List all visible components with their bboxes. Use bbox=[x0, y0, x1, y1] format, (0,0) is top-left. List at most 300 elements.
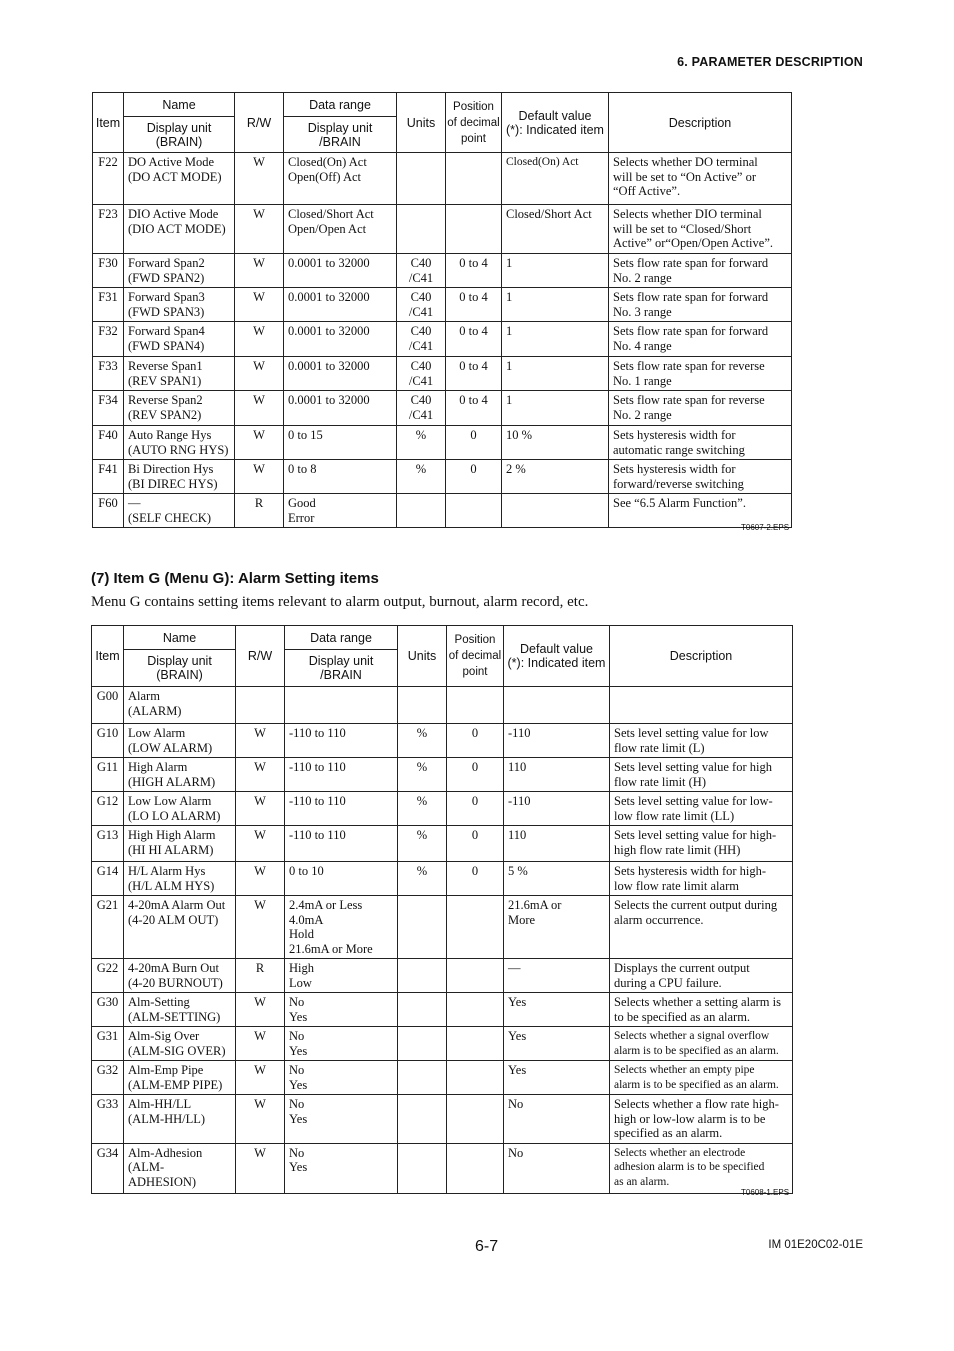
data-range-cell bbox=[285, 959, 398, 993]
rw-cell bbox=[235, 322, 284, 357]
col-name: Name bbox=[124, 93, 235, 117]
units-cell bbox=[397, 322, 446, 357]
description-cell-text: Sets flow rate span for reverse No. 2 range bbox=[613, 393, 765, 422]
units-cell-text bbox=[398, 959, 446, 963]
data-range-cell-text: No Yes bbox=[289, 1029, 308, 1058]
description-cell bbox=[609, 254, 792, 288]
name-cell bbox=[124, 1061, 236, 1095]
name-cell-text: Bi Direction Hys (BI DIREC HYS) bbox=[128, 462, 218, 491]
data-range-cell bbox=[285, 724, 398, 758]
decimal-position-cell bbox=[447, 862, 504, 896]
section-title: (7) Item G (Menu G): Alarm Setting items bbox=[91, 570, 379, 587]
units-cell bbox=[397, 357, 446, 391]
table-row bbox=[92, 724, 793, 758]
default-value-cell bbox=[502, 391, 609, 426]
name-cell bbox=[124, 391, 235, 426]
units-cell bbox=[398, 1027, 447, 1061]
rw-cell-text: W bbox=[254, 1063, 266, 1077]
name-cell-text: Alm-Adhesion (ALM-ADHESION) bbox=[128, 1145, 203, 1189]
rw-cell-text: W bbox=[253, 359, 265, 373]
units-cell-text: C40 /C41 bbox=[408, 359, 434, 388]
parameter-table-f bbox=[92, 92, 792, 528]
table-row bbox=[93, 391, 792, 426]
item-cell-text: G13 bbox=[96, 828, 119, 842]
description-cell bbox=[609, 391, 792, 426]
rw-cell bbox=[236, 687, 285, 724]
data-range-cell bbox=[284, 494, 397, 528]
data-range-cell bbox=[285, 1095, 398, 1144]
units-cell bbox=[397, 288, 446, 322]
item-cell bbox=[92, 862, 124, 896]
name-cell-text: Alm-Emp Pipe (ALM-EMP PIPE) bbox=[128, 1063, 223, 1092]
description-cell-text: Selects whether a setting alarm is to be specified as an alarm. bbox=[614, 995, 781, 1024]
name-cell-text: DIO Active Mode (DIO ACT MODE) bbox=[128, 207, 226, 236]
rw-cell bbox=[235, 426, 284, 460]
name-cell-text: Alarm (ALARM) bbox=[128, 689, 182, 718]
default-value-cell bbox=[504, 724, 610, 758]
decimal-position-cell-text bbox=[447, 993, 503, 997]
table-f-body bbox=[93, 153, 792, 528]
col-display-unit: Display unit (BRAIN) bbox=[124, 117, 235, 153]
item-cell bbox=[92, 1143, 124, 1193]
description-cell bbox=[610, 687, 793, 724]
description-cell-text: Selects whether a flow rate high- high or low-low alarm is to be specified as an alarm. bbox=[614, 1097, 779, 1140]
decimal-position-cell bbox=[447, 687, 504, 724]
item-cell bbox=[92, 758, 124, 792]
item-cell-text: F22 bbox=[98, 155, 118, 169]
name-cell bbox=[124, 357, 235, 391]
item-cell-text: G32 bbox=[96, 1063, 119, 1077]
description-cell bbox=[610, 959, 793, 993]
units-cell-text bbox=[397, 153, 445, 157]
name-cell bbox=[124, 687, 236, 724]
name-cell-text: DO Active Mode (DO ACT MODE) bbox=[128, 155, 222, 184]
data-range-cell bbox=[284, 426, 397, 460]
units-cell bbox=[398, 1143, 447, 1193]
item-cell-text: F41 bbox=[98, 462, 118, 476]
item-cell bbox=[93, 205, 124, 254]
units-cell-text bbox=[398, 1027, 446, 1031]
description-cell bbox=[609, 357, 792, 391]
name-cell bbox=[124, 862, 236, 896]
item-cell-text: G33 bbox=[96, 1097, 119, 1111]
decimal-position-cell-text: 0 bbox=[471, 726, 479, 740]
data-range-cell-text: 2.4mA or Less 4.0mA Hold 21.6mA or More bbox=[289, 898, 373, 956]
data-range-cell bbox=[284, 322, 397, 357]
units-cell-text: % bbox=[416, 864, 428, 878]
description-cell bbox=[610, 1061, 793, 1095]
units-cell-text bbox=[398, 1061, 446, 1065]
name-cell bbox=[124, 322, 235, 357]
table-row bbox=[93, 357, 792, 391]
rw-cell bbox=[235, 205, 284, 254]
units-cell-text: % bbox=[415, 428, 427, 442]
data-range-cell-text: 0.0001 to 32000 bbox=[288, 256, 370, 270]
decimal-position-cell-text: 0 to 4 bbox=[459, 324, 488, 338]
item-cell-text: G10 bbox=[96, 726, 119, 740]
item-cell bbox=[92, 687, 124, 724]
default-value-cell bbox=[504, 959, 610, 993]
description-cell-text: Sets hysteresis width for forward/reverse switching bbox=[613, 462, 744, 491]
decimal-position-cell bbox=[447, 758, 504, 792]
default-value-cell-text: Closed(On) Act bbox=[506, 156, 579, 168]
description-cell-text: See “6.5 Alarm Function”. bbox=[613, 496, 746, 510]
name-cell bbox=[124, 792, 236, 826]
default-value-cell bbox=[504, 993, 610, 1027]
table-row bbox=[92, 758, 793, 792]
data-range-cell-text: Closed(On) Act Open(Off) Act bbox=[288, 155, 367, 184]
rw-cell-text: W bbox=[254, 898, 266, 912]
item-cell bbox=[93, 322, 124, 357]
decimal-position-cell-text bbox=[447, 959, 503, 963]
decimal-position-cell-text bbox=[447, 1095, 503, 1099]
name-cell bbox=[124, 288, 235, 322]
default-value-cell-text bbox=[508, 687, 606, 691]
data-range-cell bbox=[285, 993, 398, 1027]
decimal-position-cell bbox=[447, 724, 504, 758]
decimal-position-cell-text bbox=[447, 896, 503, 900]
data-range-cell-text: 0.0001 to 32000 bbox=[288, 393, 370, 407]
table-row bbox=[92, 826, 793, 862]
table-row bbox=[93, 426, 792, 460]
data-range-cell bbox=[285, 1143, 398, 1193]
default-value-cell bbox=[502, 322, 609, 357]
rw-cell-text: W bbox=[254, 1145, 266, 1160]
name-cell-text: — (SELF CHECK) bbox=[128, 496, 211, 525]
units-cell-text bbox=[398, 993, 446, 997]
item-cell bbox=[93, 494, 124, 528]
units-cell-text bbox=[398, 1144, 446, 1148]
units-cell bbox=[398, 792, 447, 826]
description-cell bbox=[610, 896, 793, 959]
decimal-position-cell bbox=[447, 959, 504, 993]
decimal-position-cell bbox=[447, 1061, 504, 1095]
data-range-cell-text: High Low bbox=[289, 961, 314, 990]
decimal-position-cell-text: 0 bbox=[471, 794, 479, 808]
table-row bbox=[93, 322, 792, 357]
item-cell-text: G12 bbox=[96, 794, 119, 808]
units-cell bbox=[398, 724, 447, 758]
default-value-cell-text: 110 bbox=[508, 828, 527, 842]
item-cell-text: G30 bbox=[96, 995, 119, 1009]
data-range-cell-text: 0.0001 to 32000 bbox=[288, 324, 370, 338]
rw-cell bbox=[236, 724, 285, 758]
data-range-cell-text: -110 to 110 bbox=[289, 760, 346, 774]
units-cell bbox=[398, 862, 447, 896]
description-cell bbox=[609, 322, 792, 357]
item-cell-text: G31 bbox=[96, 1029, 119, 1043]
col-default-value: Default value (*): Indicated item bbox=[502, 93, 609, 153]
parameter-table-g bbox=[91, 625, 793, 1194]
units-cell-text bbox=[397, 494, 445, 498]
units-cell bbox=[398, 959, 447, 993]
default-value-cell-text: 21.6mA or More bbox=[508, 898, 562, 927]
data-range-cell-text: -110 to 110 bbox=[289, 726, 346, 740]
name-cell-text: 4-20mA Alarm Out (4-20 ALM OUT) bbox=[128, 898, 226, 927]
data-range-cell bbox=[285, 1061, 398, 1095]
table-row bbox=[93, 205, 792, 254]
rw-cell bbox=[235, 288, 284, 322]
units-cell bbox=[398, 826, 447, 862]
data-range-cell-text: 0 to 15 bbox=[288, 428, 323, 442]
table-row bbox=[92, 959, 793, 993]
name-cell-text: Forward Span3 (FWD SPAN3) bbox=[128, 290, 205, 319]
rw-cell bbox=[236, 792, 285, 826]
rw-cell-text: W bbox=[253, 155, 265, 169]
item-cell-text: F34 bbox=[98, 393, 118, 407]
rw-cell bbox=[236, 1061, 285, 1095]
table-row bbox=[92, 1095, 793, 1144]
description-cell bbox=[610, 758, 793, 792]
description-cell bbox=[609, 205, 792, 254]
units-cell-text bbox=[397, 205, 445, 209]
data-range-cell bbox=[284, 205, 397, 254]
col-description: Description bbox=[610, 626, 793, 687]
col-data-range: Data range bbox=[285, 626, 398, 650]
units-cell-text bbox=[398, 896, 446, 900]
col-data-range: Data range bbox=[284, 93, 397, 117]
item-cell-text: G14 bbox=[96, 864, 119, 878]
item-cell bbox=[92, 1061, 124, 1095]
rw-cell-text: W bbox=[254, 828, 266, 842]
default-value-cell bbox=[504, 792, 610, 826]
item-cell-text: G11 bbox=[96, 760, 119, 774]
name-cell bbox=[124, 1095, 236, 1144]
item-cell bbox=[93, 254, 124, 288]
name-cell bbox=[124, 959, 236, 993]
rw-cell-text: W bbox=[254, 864, 266, 878]
default-value-cell-text: 1 bbox=[506, 256, 513, 270]
description-cell bbox=[610, 792, 793, 826]
rw-cell-text: W bbox=[253, 324, 265, 338]
data-range-cell-text: No Yes bbox=[289, 1097, 308, 1126]
decimal-position-cell-text bbox=[446, 153, 501, 157]
decimal-position-cell bbox=[446, 391, 502, 426]
decimal-position-cell bbox=[447, 792, 504, 826]
default-value-cell-text bbox=[506, 494, 605, 498]
description-cell-text: Sets hysteresis width for automatic range switching bbox=[613, 428, 745, 457]
item-cell-text: F23 bbox=[98, 207, 118, 221]
data-range-cell bbox=[284, 254, 397, 288]
default-value-cell-text: 1 bbox=[506, 290, 513, 304]
item-cell bbox=[92, 792, 124, 826]
data-range-cell bbox=[285, 826, 398, 862]
data-range-cell bbox=[285, 758, 398, 792]
decimal-position-cell bbox=[446, 460, 502, 494]
decimal-position-cell-text: 0 bbox=[470, 428, 477, 442]
rw-cell bbox=[236, 959, 285, 993]
rw-cell bbox=[236, 1027, 285, 1061]
item-cell bbox=[92, 724, 124, 758]
rw-cell-text: R bbox=[254, 496, 264, 510]
default-value-cell bbox=[502, 254, 609, 288]
section-header: 6. PARAMETER DESCRIPTION bbox=[677, 55, 863, 69]
item-cell bbox=[93, 391, 124, 426]
default-value-cell bbox=[504, 826, 610, 862]
default-value-cell-text: — bbox=[508, 961, 521, 975]
decimal-position-cell bbox=[447, 826, 504, 862]
name-cell-text: Alm-HH/LL (ALM-HH/LL) bbox=[128, 1097, 206, 1126]
rw-cell bbox=[235, 460, 284, 494]
rw-cell bbox=[236, 826, 285, 862]
name-cell-text: High Alarm (HIGH ALARM) bbox=[128, 760, 216, 789]
decimal-position-cell-text: 0 to 4 bbox=[459, 290, 488, 304]
rw-cell bbox=[235, 254, 284, 288]
default-value-cell bbox=[504, 758, 610, 792]
description-cell-text: Sets flow rate span for forward No. 3 range bbox=[613, 290, 769, 319]
default-value-cell bbox=[502, 153, 609, 205]
data-range-cell bbox=[284, 288, 397, 322]
table-row bbox=[92, 1027, 793, 1061]
rw-cell-text: W bbox=[254, 1029, 266, 1043]
col-default-value: Default value (*): Indicated item bbox=[504, 626, 610, 687]
description-cell-text bbox=[614, 687, 789, 691]
default-value-cell-text: Yes bbox=[508, 1029, 527, 1043]
description-cell-text: Selects whether an electrode adhesion alarm is to be specified as an alarm. bbox=[614, 1146, 765, 1188]
rw-cell-text: W bbox=[253, 393, 265, 407]
item-cell bbox=[92, 993, 124, 1027]
data-range-cell-text: 0 to 10 bbox=[289, 864, 324, 878]
item-cell bbox=[92, 826, 124, 862]
col-name: Name bbox=[124, 626, 236, 650]
default-value-cell bbox=[504, 1027, 610, 1061]
name-cell bbox=[124, 426, 235, 460]
name-cell bbox=[124, 1027, 236, 1061]
table-row bbox=[92, 993, 793, 1027]
default-value-cell-text: 10 % bbox=[506, 428, 533, 442]
decimal-position-cell-text bbox=[447, 1027, 503, 1031]
item-cell bbox=[93, 426, 124, 460]
units-cell-text bbox=[398, 1095, 446, 1099]
document-id: IM 01E20C02-01E bbox=[768, 1239, 863, 1251]
data-range-cell-text: Closed/Short Act Open/Open Act bbox=[288, 207, 374, 236]
default-value-cell-text: 110 bbox=[508, 760, 527, 774]
rw-cell bbox=[235, 494, 284, 528]
description-cell-text: Sets hysteresis width for high- low flow rate limit alarm bbox=[614, 864, 767, 893]
description-cell-text: Selects whether an empty pipe alarm is to be specified as an alarm. bbox=[614, 1064, 779, 1091]
col-rw: R/W bbox=[235, 93, 284, 153]
data-range-cell-text bbox=[289, 687, 394, 691]
units-cell bbox=[398, 896, 447, 959]
table-row bbox=[92, 792, 793, 826]
item-cell-text: F30 bbox=[98, 256, 118, 270]
rw-cell-text: W bbox=[253, 207, 265, 221]
default-value-cell bbox=[504, 1095, 610, 1144]
description-cell-text: Displays the current output during a CPU failure. bbox=[614, 961, 750, 990]
units-cell-text: % bbox=[416, 760, 428, 774]
default-value-cell-text: No bbox=[508, 1145, 524, 1160]
description-cell bbox=[610, 1095, 793, 1144]
rw-cell-text: W bbox=[254, 995, 266, 1009]
item-cell bbox=[92, 1095, 124, 1144]
col-display-unit: Display unit (BRAIN) bbox=[124, 650, 236, 687]
rw-cell bbox=[236, 993, 285, 1027]
description-cell bbox=[610, 993, 793, 1027]
decimal-position-cell-text: 0 bbox=[471, 864, 479, 878]
default-value-cell-text: 2 % bbox=[506, 462, 526, 476]
table-row bbox=[93, 153, 792, 205]
decimal-position-cell bbox=[446, 288, 502, 322]
table-row bbox=[93, 288, 792, 322]
name-cell bbox=[124, 826, 236, 862]
col-item: Item bbox=[92, 626, 124, 687]
section-intro: Menu G contains setting items relevant to alarm output, burnout, alarm record, etc. bbox=[91, 594, 589, 610]
col-units: Units bbox=[397, 93, 446, 153]
rw-cell-text: R bbox=[255, 961, 265, 975]
name-cell bbox=[124, 460, 235, 494]
item-cell bbox=[92, 959, 124, 993]
description-cell-text: Sets level setting value for low flow rate limit (L) bbox=[614, 726, 769, 755]
default-value-cell bbox=[502, 494, 609, 528]
item-cell-text: G34 bbox=[96, 1145, 119, 1160]
item-cell bbox=[93, 288, 124, 322]
data-range-cell bbox=[285, 792, 398, 826]
units-cell bbox=[398, 687, 447, 724]
units-cell bbox=[397, 426, 446, 460]
table-row bbox=[92, 1061, 793, 1095]
default-value-cell bbox=[504, 687, 610, 724]
item-cell-text: G21 bbox=[96, 898, 119, 912]
default-value-cell bbox=[504, 1061, 610, 1095]
decimal-position-cell-text bbox=[446, 205, 501, 209]
units-cell bbox=[398, 993, 447, 1027]
col-decimal-position: Position of decimal point bbox=[446, 93, 502, 153]
item-cell-text: F60 bbox=[98, 496, 118, 510]
default-value-cell-text: Yes bbox=[508, 1063, 527, 1077]
name-cell bbox=[124, 896, 236, 959]
name-cell bbox=[124, 205, 235, 254]
description-cell bbox=[609, 460, 792, 494]
default-value-cell bbox=[504, 896, 610, 959]
col-display-unit-range: Display unit /BRAIN bbox=[285, 650, 398, 687]
description-cell-text: Sets flow rate span for forward No. 4 range bbox=[613, 324, 769, 353]
default-value-cell bbox=[502, 205, 609, 254]
data-range-cell-text: No Yes bbox=[289, 995, 308, 1024]
data-range-cell bbox=[284, 153, 397, 205]
rw-cell-text: W bbox=[254, 1097, 266, 1111]
rw-cell bbox=[236, 758, 285, 792]
units-cell bbox=[398, 1095, 447, 1144]
name-cell-text: Alm-Setting (ALM-SETTING) bbox=[128, 995, 221, 1024]
description-cell bbox=[609, 426, 792, 460]
decimal-position-cell bbox=[447, 993, 504, 1027]
units-cell-text: % bbox=[415, 462, 427, 476]
units-cell-text: % bbox=[416, 828, 428, 842]
default-value-cell bbox=[502, 426, 609, 460]
data-range-cell bbox=[285, 896, 398, 959]
decimal-position-cell bbox=[446, 254, 502, 288]
description-cell-text: Selects whether DIO terminal will be set to “Closed/Short Active” or“Open/Open Active”. bbox=[613, 207, 774, 250]
item-cell bbox=[93, 357, 124, 391]
data-range-cell-text: 0 to 8 bbox=[288, 462, 317, 476]
rw-cell-text: W bbox=[254, 726, 266, 740]
data-range-cell-text: 0.0001 to 32000 bbox=[288, 359, 370, 373]
decimal-position-cell bbox=[447, 1095, 504, 1144]
table-row bbox=[92, 896, 793, 959]
description-cell bbox=[610, 826, 793, 862]
table-f-eps-label: T0607-2.EPS bbox=[741, 523, 790, 532]
description-cell-text: Sets level setting value for high flow rate limit (H) bbox=[614, 760, 772, 789]
description-cell bbox=[610, 1143, 793, 1193]
name-cell bbox=[124, 494, 235, 528]
name-cell-text: 4-20mA Burn Out (4-20 BURNOUT) bbox=[128, 961, 223, 990]
name-cell-text: H/L Alarm Hys (H/L ALM HYS) bbox=[128, 864, 215, 893]
decimal-position-cell-text: 0 bbox=[471, 760, 479, 774]
rw-cell-text: W bbox=[253, 290, 265, 304]
description-cell-text: Selects whether DO terminal will be set to “On Active” or “Off Active”. bbox=[613, 155, 758, 198]
units-cell-text: % bbox=[416, 726, 428, 740]
data-range-cell-text: 0.0001 to 32000 bbox=[288, 290, 370, 304]
